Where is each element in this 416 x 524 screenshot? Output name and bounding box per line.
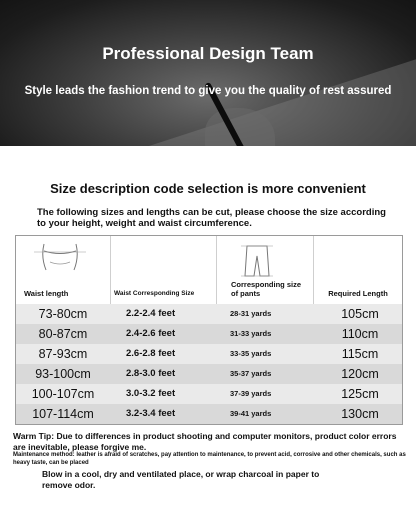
section-title: Size description code selection is more convenient xyxy=(50,181,366,196)
hero-subtitle: Style leads the fashion trend to give you the quality of rest assured xyxy=(24,85,392,97)
table-header xyxy=(16,236,402,304)
feet-cell: 2.2-2.4 feet xyxy=(126,308,176,319)
waist-cell: 100-107cm xyxy=(31,387,95,401)
length-cell: 130cm xyxy=(341,407,379,421)
length-cell: 125cm xyxy=(341,387,379,401)
pants-cell: 35-37 yards xyxy=(230,369,272,378)
table-row xyxy=(16,344,402,364)
waist-cell: 87-93cm xyxy=(38,347,88,361)
header-length-label: Required Length xyxy=(328,289,388,298)
pants-cell: 28-31 yards xyxy=(230,309,272,318)
header-length xyxy=(314,236,402,304)
pants-cell: 37-39 yards xyxy=(230,389,272,398)
feet-cell: 2.4-2.6 feet xyxy=(126,328,176,339)
table-row xyxy=(16,364,402,384)
maintenance-note: Maintenance method: leather is afraid of scratches, pay attention to maintenance, to prevent acid, corrosive and other chemicals, such as heavy taste, can be placed xyxy=(13,452,406,466)
header-waist xyxy=(16,236,110,304)
table-row xyxy=(16,324,402,344)
feet-cell: 3.2-3.4 feet xyxy=(126,408,176,419)
length-cell: 105cm xyxy=(341,307,379,321)
feet-cell: 3.0-3.2 feet xyxy=(126,388,176,399)
size-table xyxy=(15,235,403,425)
waist-cell: 73-80cm xyxy=(38,307,88,321)
hero-banner xyxy=(0,0,416,146)
pants-cell: 39-41 yards xyxy=(230,409,272,418)
length-cell: 110cm xyxy=(341,327,379,341)
section-intro: The following sizes and lengths can be cut, please choose the size according to your height, weight and waist circumference. xyxy=(37,207,386,229)
storage-note: Blow in a cool, dry and ventilated place, or wrap charcoal in paper to remove odor. xyxy=(42,469,320,490)
table-row xyxy=(16,404,402,424)
waist-cell: 107-114cm xyxy=(32,407,94,421)
feet-cell: 2.8-3.0 feet xyxy=(126,368,176,379)
header-pants-label: Corresponding size of pants xyxy=(231,280,302,298)
waist-cell: 93-100cm xyxy=(35,367,91,381)
header-waist-label: Waist length xyxy=(24,289,69,298)
table-row xyxy=(16,384,402,404)
waist-cell: 80-87cm xyxy=(38,327,88,341)
length-cell: 115cm xyxy=(341,347,379,361)
pants-cell: 31-33 yards xyxy=(230,329,272,338)
waist-figure-icon xyxy=(30,242,90,272)
pants-cell: 33-35 yards xyxy=(230,349,272,358)
header-feet xyxy=(111,236,216,304)
header-pants xyxy=(217,236,313,304)
feet-cell: 2.6-2.8 feet xyxy=(126,348,176,359)
table-row xyxy=(16,304,402,324)
header-feet-label: Waist Corresponding Size xyxy=(114,290,195,297)
paper-sheet xyxy=(139,57,416,146)
warm-tip: Warm Tip: Due to differences in product shooting and computer monitors, product color errors are inevitable, please forgive me. xyxy=(13,431,397,452)
pants-icon xyxy=(239,244,275,278)
hero-title: Professional Design Team xyxy=(102,44,314,63)
length-cell: 120cm xyxy=(341,367,379,381)
